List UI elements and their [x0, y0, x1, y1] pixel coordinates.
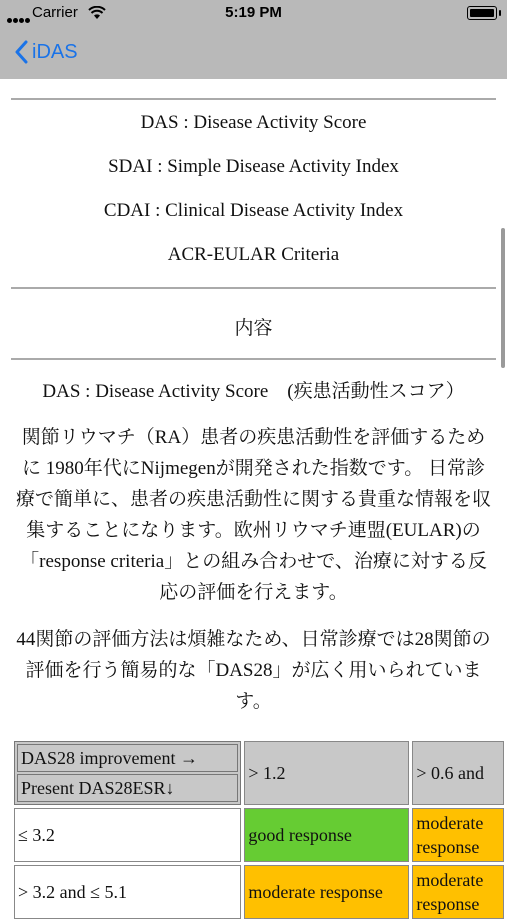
back-button[interactable] — [14, 38, 78, 66]
row-label: ≤ 3.2 — [14, 808, 241, 862]
table-row — [14, 808, 504, 862]
column-header: > 1.2 — [244, 741, 409, 805]
row-label: > 3.2 and ≤ 5.1 — [14, 865, 241, 919]
das28-response-table — [11, 738, 507, 922]
response-cell: moderate response — [412, 808, 504, 862]
menu-item-acr-eular[interactable]: ACR-EULAR Criteria — [167, 244, 340, 265]
clock: 5:19 PM — [225, 4, 282, 21]
das-heading: DAS : Disease Activity Score (疾患活動性スコア） — [42, 381, 465, 402]
chevron-left-icon — [14, 40, 28, 64]
header-improvement: DAS28 improvement → — [17, 744, 238, 772]
response-cell: moderate response — [244, 865, 409, 919]
divider — [11, 98, 496, 100]
menu-item-cdai[interactable]: CDAI : Clinical Disease Activity Index — [103, 200, 404, 221]
carrier-label: Carrier — [32, 4, 78, 21]
description-paragraph: 関節リウマチ（RA）患者の疾患活動性を評価するために 1980年代にNijmegenが開発された指数です。 日常診療で簡単に、患者の疾患活動性に関する貴重な情報を収集することになります。欧州リウマチ連盟(EULAR)の「response criteria」との組み合わせで、治療に対する反応の評価を行えます。 — [15, 427, 491, 603]
header-present: Present DAS28ESR↓ — [17, 774, 238, 802]
back-button-label: iDAS — [32, 40, 78, 63]
section-title: 内容 — [234, 318, 273, 339]
status-bar — [0, 0, 507, 26]
divider — [11, 358, 496, 360]
menu-item-sdai[interactable]: SDAI : Simple Disease Activity Index — [108, 156, 399, 177]
table-row — [14, 865, 504, 919]
response-cell: moderate response — [412, 865, 504, 919]
navigation-bar — [0, 0, 507, 79]
menu-item-das[interactable]: DAS : Disease Activity Score — [140, 112, 367, 133]
table-header-row — [14, 741, 504, 805]
battery-icon — [467, 6, 497, 20]
response-cell: good response — [244, 808, 409, 862]
column-header: > 0.6 and — [412, 741, 504, 805]
table-header-corner — [14, 741, 241, 805]
das28-paragraph: 44関節の評価方法は煩雑なため、日常診療では28関節の評価を行う簡易的な「DAS28」が広く用いられています。 — [16, 629, 491, 712]
divider — [11, 287, 496, 289]
